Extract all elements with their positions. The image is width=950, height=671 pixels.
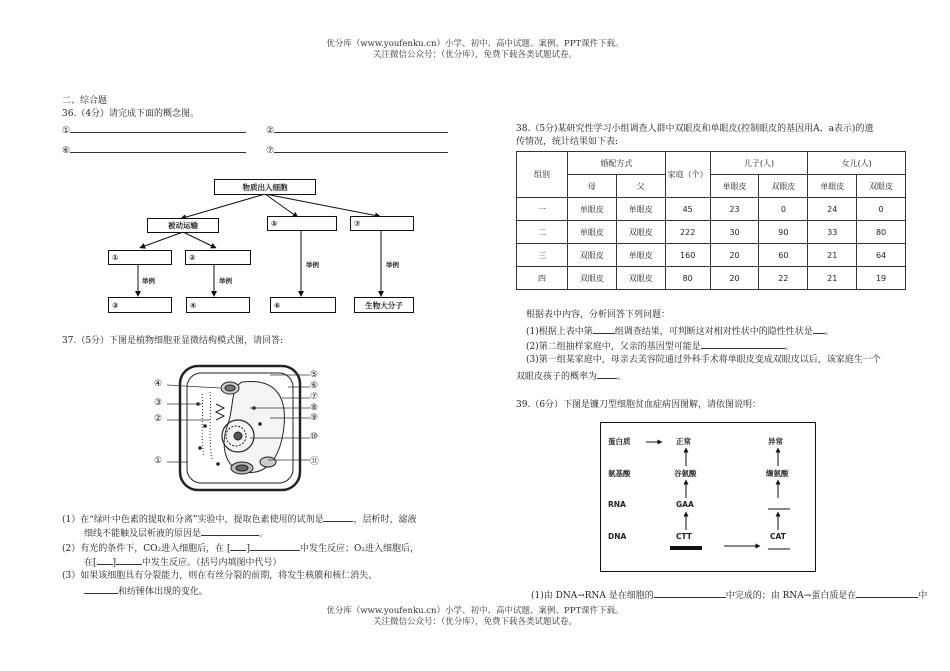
cell-daughter-double: 80: [857, 221, 906, 244]
q38-intro: 根据表中内容，分析回答下列问题：: [526, 310, 671, 320]
cell-group: 四: [517, 267, 568, 290]
cell-daughter-double: 0: [857, 198, 906, 221]
concept-box-6: ⑥: [270, 297, 336, 313]
q38-title-line1: 38.（5分)某研究性学习小组调查人群中双眼皮和单眼皮(控制眼皮的基因用A、a表示)的遗: [516, 124, 874, 134]
cell-son-single: 23: [710, 198, 759, 221]
cell-mother: 单眼皮: [568, 221, 617, 244]
q36-blank-1: ①: [62, 123, 246, 137]
cell-families: 222: [665, 221, 710, 244]
cell-son-single: 30: [710, 221, 759, 244]
row-dna: DNA: [608, 532, 627, 541]
th-marriage: 婚配方式: [568, 152, 666, 175]
q39-title: 39.（6分）下图是镰刀型细胞贫血症病因图解，请依图说明：: [516, 400, 762, 410]
genetics-table: [516, 151, 906, 290]
cell-daughter-single: 21: [808, 267, 857, 290]
th-daughter-double: 双眼皮: [857, 175, 906, 198]
q36-title: 36.（4分）请完成下面的概念图。: [62, 109, 200, 119]
cell-son-double: 22: [759, 267, 808, 290]
q37-sub2-line2: 在[ ] 中发生反应。（括号内填图中代号）: [84, 555, 282, 569]
cell-daughter-double: 64: [857, 244, 906, 267]
cell-daughter-single: 33: [808, 221, 857, 244]
q36-blank-7: ⑦: [266, 143, 448, 157]
concept-box-3: ③: [108, 297, 172, 313]
row-amino-acid: 氨基酸: [608, 469, 631, 478]
cell-father: 单眼皮: [616, 244, 665, 267]
cell-father: 单眼皮: [616, 198, 665, 221]
cell-label-9: ⑨: [310, 413, 319, 423]
concept-box-1: ①: [108, 250, 172, 265]
label-glutamate: 谷氨酸: [674, 469, 697, 478]
plant-cell-diagram: [150, 364, 330, 498]
cell-daughter-double: 19: [857, 267, 906, 290]
cell-label-3: ③: [154, 398, 163, 408]
cell-group: 三: [517, 244, 568, 267]
cell-label-2: ②: [154, 414, 163, 424]
th-son-single: 单眼皮: [710, 175, 759, 198]
cell-families: 160: [665, 244, 710, 267]
concept-macromolecule: 生物大分子: [354, 297, 414, 313]
q38-sub1: (1)根据上表中第 组调查结果，可判断这对相对性状中的隐性性状是 。: [526, 324, 834, 338]
q37-sub3-line1: (3）如果该细胞具有分裂能力，则在有丝分裂的前期，将发生核膜和核仁消失、: [62, 571, 378, 581]
cell-daughter-single: 24: [808, 198, 857, 221]
concept-example-1: 举例: [142, 277, 155, 285]
table-row: [517, 267, 906, 290]
label-valine: 缬氨酸: [766, 469, 789, 478]
label-normal: 正常: [676, 437, 691, 446]
concept-box-5: ⑤: [267, 216, 337, 231]
section-title: 二、综合题: [62, 96, 108, 106]
header-line-2: 关注微信公众号：（优分库），免费下载各类试题试卷。: [372, 50, 577, 60]
concept-root: 物质出入细胞: [214, 179, 316, 195]
concept-box-7: ⑦: [350, 216, 414, 231]
cell-group: 一: [517, 198, 568, 221]
table-row: [517, 221, 906, 244]
label-gaa: GAA: [676, 500, 694, 509]
cell-label-1: ①: [154, 456, 163, 466]
cell-father: 双眼皮: [616, 267, 665, 290]
cell-label-7: ⑦: [310, 392, 319, 402]
cell-families: 45: [665, 198, 710, 221]
concept-example-3: 举例: [306, 261, 319, 269]
cell-mother: 单眼皮: [568, 198, 617, 221]
cell-label-10: ⑩: [310, 432, 319, 442]
cell-label-11: ⑪: [310, 457, 320, 467]
cell-father: 双眼皮: [616, 221, 665, 244]
label-abnormal: 异常: [768, 437, 783, 446]
cell-label-8: ⑧: [310, 403, 319, 413]
cell-son-double: 60: [759, 244, 808, 267]
row-protein: 蛋白质: [608, 437, 631, 446]
th-son-double: 双眼皮: [759, 175, 808, 198]
q38-sub3-line2: 双眼皮孩子的概率为 。: [516, 369, 626, 383]
cell-families: 80: [665, 267, 710, 290]
row-rna: RNA: [608, 500, 626, 509]
table-row: [517, 244, 906, 267]
q36-blank-6: ⑥: [62, 143, 246, 157]
q37-sub1-line1: (1）在“绿叶中色素的提取和分离”实验中，提取色素使用的试剂是 ，层析时，滤液: [62, 512, 416, 526]
q37-title: 37.（5分）下图是植物细胞亚显微结构模式图，请回答:: [62, 336, 284, 346]
th-group: 组别: [517, 152, 568, 198]
th-sons: 儿子(人): [710, 152, 808, 175]
cell-son-double: 0: [759, 198, 808, 221]
th-daughters: 女儿(人): [808, 152, 906, 175]
q38-sub3-line1: (3)第一组某家庭中，母亲去美容院通过外科手术将单眼皮变成双眼皮以后，该家庭生一个: [526, 355, 881, 365]
th-families: 家庭（个）: [665, 152, 710, 198]
q37-sub1-line2: 细线不能触及层析液的原因是 。: [84, 526, 268, 540]
label-cat: CAT: [770, 532, 786, 541]
footer-line-1: 优分库（www.youfenku.cn）小学、初中、高中试题、案例、PPT课件下载。: [326, 606, 624, 616]
concept-box-2: ②: [185, 250, 251, 265]
cell-daughter-single: 21: [808, 244, 857, 267]
concept-box-4: ④: [186, 297, 250, 313]
cell-label-5: ⑤: [310, 370, 319, 380]
th-father: 父: [616, 175, 665, 198]
cell-son-single: 20: [710, 267, 759, 290]
q38-title-line2: 传情况，统计结果如下表:: [516, 137, 619, 147]
cell-mother: 双眼皮: [568, 244, 617, 267]
th-daughter-single: 单眼皮: [808, 175, 857, 198]
q37-sub3-line2: 和纺锤体出现的变化。: [84, 584, 208, 598]
footer-line-2: 关注微信公众号：（优分库），免费下载各类试题试卷。: [372, 617, 577, 627]
q38-sub2: (2)第二组抽样家庭中，父亲的基因型可能是 。: [526, 339, 794, 353]
q36-blank-2: ②: [266, 123, 448, 137]
q37-sub2-line1: (2）有光的条件下，CO₂进入细胞后，在 [ ] 中发生反应；O₂进入细胞后，: [62, 541, 419, 555]
header-line-1: 优分库（www.youfenku.cn）小学、初中、高中试题、案例、PPT课件下载。: [326, 39, 624, 49]
concept-passive-transport: 被动运输: [147, 218, 219, 233]
cell-label-6: ⑥: [310, 381, 319, 391]
cell-group: 二: [517, 221, 568, 244]
cell-son-double: 90: [759, 221, 808, 244]
concept-example-2: 举例: [219, 277, 232, 285]
cell-label-4: ④: [154, 379, 163, 389]
concept-example-4: 举例: [386, 261, 399, 269]
label-ctt: CTT: [676, 532, 692, 541]
cell-mother: 双眼皮: [568, 267, 617, 290]
cell-son-single: 20: [710, 244, 759, 267]
q39-sub1: (1)由 DNA→RNA 是在细胞的 中完成的；由 RNA→蛋白质是在 中: [531, 588, 927, 602]
table-row: [517, 198, 906, 221]
th-mother: 母: [568, 175, 617, 198]
